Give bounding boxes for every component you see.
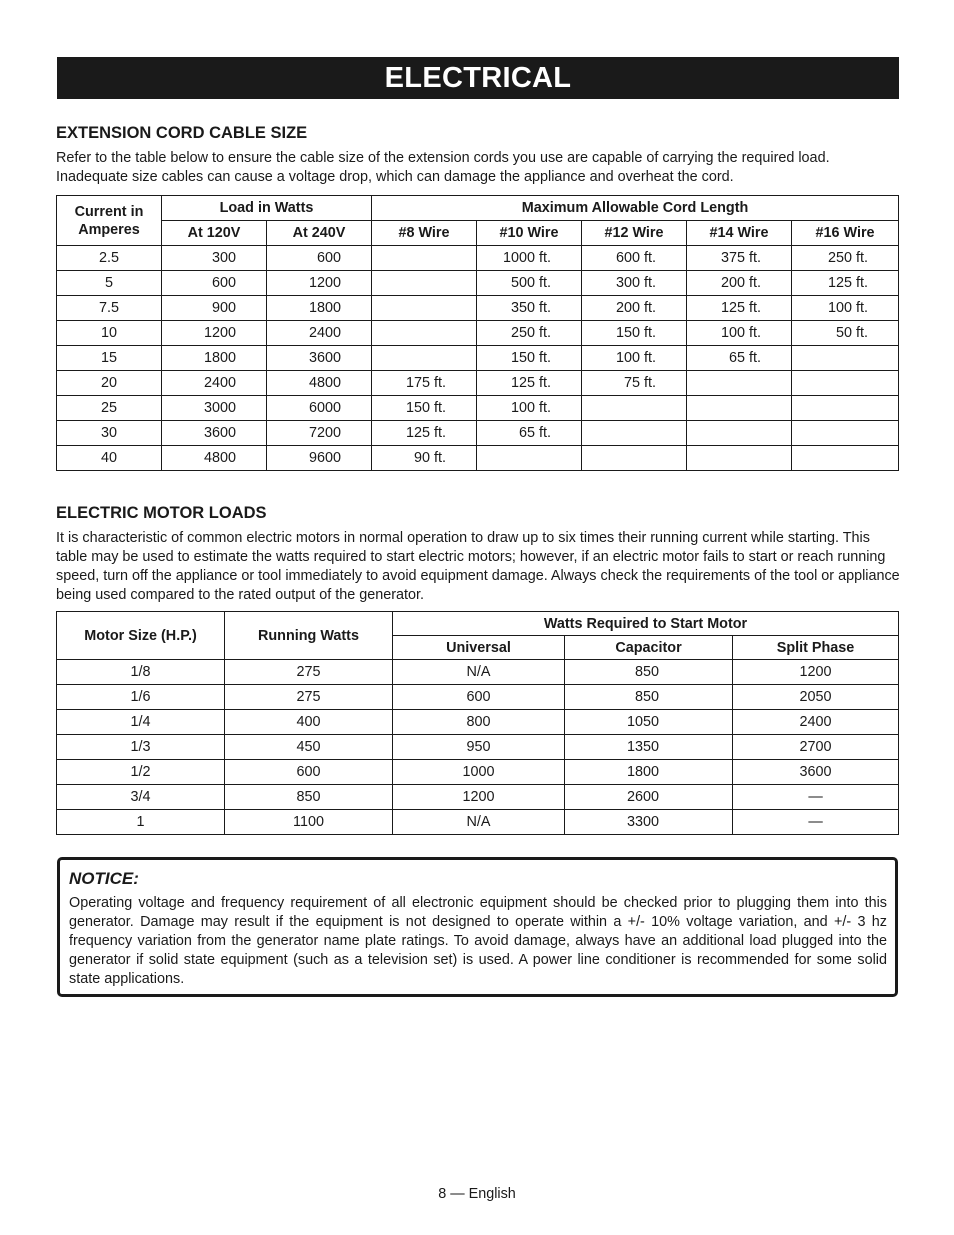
table-cell: 6000: [267, 396, 372, 421]
table-cell: 1: [57, 810, 225, 835]
table-cell: [582, 446, 687, 471]
table-cell: 125 ft.: [477, 371, 582, 396]
table-cell: 1/6: [57, 685, 225, 710]
table-cell: 125 ft.: [792, 271, 899, 296]
table-cell: 2400: [162, 371, 267, 396]
table-cell: N/A: [393, 810, 565, 835]
table-row: [57, 371, 899, 396]
table-cell: 25: [57, 396, 162, 421]
table-cell: —: [733, 785, 899, 810]
table-cell: 1200: [162, 321, 267, 346]
table-row: [57, 296, 899, 321]
table-cell: 2600: [565, 785, 733, 810]
table-cell: 275: [225, 685, 393, 710]
table-cell: 1800: [267, 296, 372, 321]
subheader-cell: #8 Wire: [372, 221, 477, 246]
table-cell: [477, 446, 582, 471]
header-load-in-watts: Load in Watts: [162, 196, 372, 221]
table-cell: —: [733, 810, 899, 835]
table-cell: 3600: [162, 421, 267, 446]
table-cell: 300: [162, 246, 267, 271]
table-cell: 4800: [162, 446, 267, 471]
table-cell: 30: [57, 421, 162, 446]
table-cell: 2400: [267, 321, 372, 346]
table-cell: [792, 371, 899, 396]
extension-cord-table: [56, 195, 899, 471]
table-cell: 1800: [565, 760, 733, 785]
table-cell: [687, 396, 792, 421]
table-cell: 10: [57, 321, 162, 346]
table-cell: 1000 ft.: [477, 246, 582, 271]
notice-title: NOTICE:: [69, 869, 139, 888]
subheader-cell: At 240V: [267, 221, 372, 246]
table-cell: 1/8: [57, 660, 225, 685]
table-cell: 600 ft.: [582, 246, 687, 271]
header-current-in-amperes: Current in Amperes: [57, 196, 162, 246]
subheader-cell: #12 Wire: [582, 221, 687, 246]
table-cell: 1200: [393, 785, 565, 810]
table-cell: 125 ft.: [372, 421, 477, 446]
table-row: [57, 735, 899, 760]
table-cell: [792, 346, 899, 371]
table-cell: 400: [225, 710, 393, 735]
table-cell: 7.5: [57, 296, 162, 321]
subheader-cell: Split Phase: [733, 636, 899, 660]
table-cell: [687, 421, 792, 446]
table-cell: [372, 346, 477, 371]
table-cell: 3/4: [57, 785, 225, 810]
page-footer: 8 — English: [438, 1186, 516, 1202]
table-cell: 150 ft.: [372, 396, 477, 421]
table-cell: 2050: [733, 685, 899, 710]
table-cell: 3600: [267, 346, 372, 371]
table-cell: 950: [393, 735, 565, 760]
table-cell: 375 ft.: [687, 246, 792, 271]
table-cell: 4800: [267, 371, 372, 396]
table-cell: [582, 396, 687, 421]
table-row: [57, 246, 899, 271]
table-cell: 900: [162, 296, 267, 321]
table-row: [57, 810, 899, 835]
table-row: [57, 760, 899, 785]
table-cell: N/A: [393, 660, 565, 685]
table-cell: 300 ft.: [582, 271, 687, 296]
table-cell: 850: [225, 785, 393, 810]
table-cell: 90 ft.: [372, 446, 477, 471]
table-cell: 15: [57, 346, 162, 371]
notice-body: Operating voltage and frequency requirement of all electronic equipment should be checked prior to plugging them into this generator. Damage may result if the equipment is not designed to operate within a +/- 10% voltage variation, and +/- 3 hz frequency variation from the generator name plate ratings. To avoid damage, always have an additional load plugged into the generator if solid state equipment (such as a television set) is used. A power line conditioner is recommended for some solid state applications.: [69, 895, 887, 987]
subheader-cell: #16 Wire: [792, 221, 899, 246]
table-cell: 600: [393, 685, 565, 710]
table-cell: 100 ft.: [582, 346, 687, 371]
table-cell: 5: [57, 271, 162, 296]
table-cell: 175 ft.: [372, 371, 477, 396]
table-cell: 800: [393, 710, 565, 735]
motor-loads-paragraph: It is characteristic of common electric motors in normal operation to draw up to six times their running current while starting. This table may be used to estimate the watts required to start electric motors; however, if an electric motor fails to start or reach running speed, turn off the appliance or tool immediately to avoid equipment damage. Always check the requirements of the tool or appliance being used compared to the rated output of the generator.: [56, 530, 900, 603]
notice-box: [57, 857, 898, 997]
table-cell: 125 ft.: [687, 296, 792, 321]
table-cell: 1000: [393, 760, 565, 785]
table-cell: 500 ft.: [477, 271, 582, 296]
table-cell: 2400: [733, 710, 899, 735]
table-cell: 850: [565, 685, 733, 710]
table-cell: 100 ft.: [792, 296, 899, 321]
table-cell: 1050: [565, 710, 733, 735]
table-cell: [792, 446, 899, 471]
table-row: [57, 396, 899, 421]
table-cell: 1100: [225, 810, 393, 835]
table-cell: 600: [225, 760, 393, 785]
table-row: [57, 710, 899, 735]
table-cell: 250 ft.: [477, 321, 582, 346]
table-cell: 600: [162, 271, 267, 296]
table-cell: 1200: [733, 660, 899, 685]
table-cell: 150 ft.: [582, 321, 687, 346]
table-cell: 275: [225, 660, 393, 685]
table-cell: 65 ft.: [477, 421, 582, 446]
table-row: [57, 446, 899, 471]
table-cell: [372, 296, 477, 321]
table-row: [57, 271, 899, 296]
subheader-cell: #10 Wire: [477, 221, 582, 246]
table-cell: 9600: [267, 446, 372, 471]
motor-loads-heading: ELECTRIC MOTOR LOADS: [56, 504, 267, 522]
extension-cord-heading: EXTENSION CORD CABLE SIZE: [56, 124, 308, 142]
table-cell: 2700: [733, 735, 899, 760]
table-cell: 250 ft.: [792, 246, 899, 271]
header-max-cord-length: Maximum Allowable Cord Length: [372, 196, 899, 221]
table-cell: [687, 446, 792, 471]
table-cell: 200 ft.: [687, 271, 792, 296]
table-cell: 75 ft.: [582, 371, 687, 396]
table-cell: 350 ft.: [477, 296, 582, 321]
table-cell: 100 ft.: [687, 321, 792, 346]
table-cell: 1800: [162, 346, 267, 371]
extension-cord-paragraph: Refer to the table below to ensure the cable size of the extension cords you use are capable of carrying the required load. Inadequate size cables can cause a voltage drop, which can damage the appliance and overheat the cord.: [56, 150, 830, 185]
subheader-cell: At 120V: [162, 221, 267, 246]
table-cell: 200 ft.: [582, 296, 687, 321]
table-cell: 7200: [267, 421, 372, 446]
table-cell: 3600: [733, 760, 899, 785]
table-cell: 1/2: [57, 760, 225, 785]
table-cell: 1200: [267, 271, 372, 296]
table-cell: 3000: [162, 396, 267, 421]
subheader-cell: Capacitor: [565, 636, 733, 660]
table-cell: [582, 421, 687, 446]
table-cell: 850: [565, 660, 733, 685]
header-motor-size: Motor Size (H.P.): [57, 612, 225, 660]
table-cell: 40: [57, 446, 162, 471]
table-cell: 20: [57, 371, 162, 396]
table-cell: 1/4: [57, 710, 225, 735]
header-running-watts: Running Watts: [225, 612, 393, 660]
table-cell: 3300: [565, 810, 733, 835]
table-cell: 50 ft.: [792, 321, 899, 346]
table-row: [57, 660, 899, 685]
motor-loads-table: [56, 611, 899, 835]
table-cell: 65 ft.: [687, 346, 792, 371]
table-cell: [792, 421, 899, 446]
table-cell: 1/3: [57, 735, 225, 760]
subheader-cell: Universal: [393, 636, 565, 660]
table-row: [57, 421, 899, 446]
table-row: [57, 346, 899, 371]
table-cell: [792, 396, 899, 421]
table-cell: 1350: [565, 735, 733, 760]
table-cell: 600: [267, 246, 372, 271]
table-cell: 100 ft.: [477, 396, 582, 421]
table-cell: 2.5: [57, 246, 162, 271]
table-cell: [372, 321, 477, 346]
table-row: [57, 785, 899, 810]
header-watts-to-start: Watts Required to Start Motor: [393, 612, 899, 636]
table-row: [57, 321, 899, 346]
table-cell: [687, 371, 792, 396]
table-cell: 150 ft.: [477, 346, 582, 371]
table-cell: [372, 246, 477, 271]
table-row: [57, 685, 899, 710]
table-cell: 450: [225, 735, 393, 760]
table-cell: [372, 271, 477, 296]
subheader-cell: #14 Wire: [687, 221, 792, 246]
page-title: ELECTRICAL: [57, 57, 899, 99]
